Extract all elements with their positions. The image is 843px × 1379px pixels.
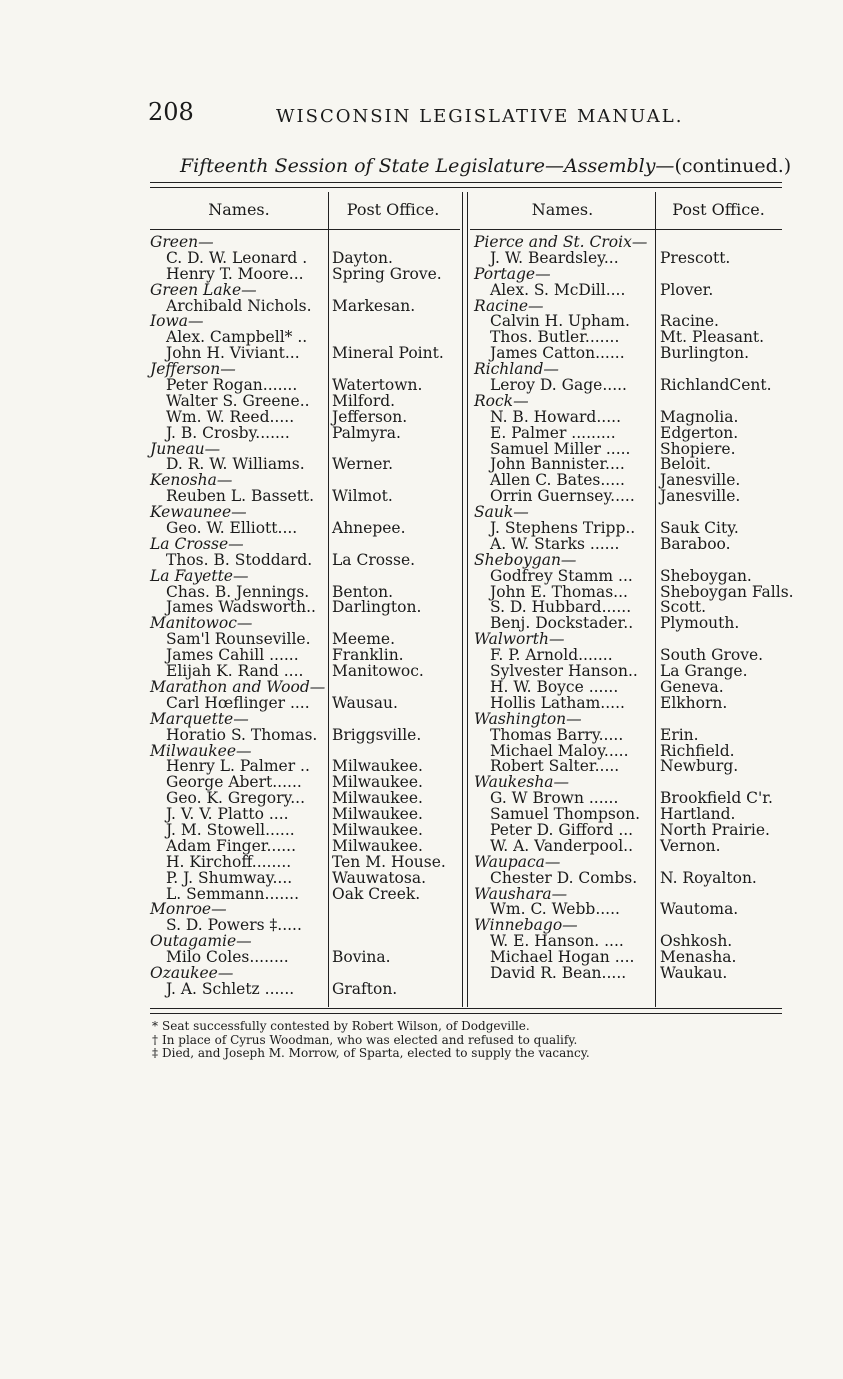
right-header-rule (470, 229, 782, 230)
post-office: Grafton. (332, 979, 398, 998)
post-office: Brookfield C'r. (660, 789, 773, 808)
post-office: Wausau. (332, 693, 398, 712)
post-office: Ten M. House. (332, 852, 446, 871)
footnote (152, 1047, 590, 1061)
county-name: Waukesha— (474, 773, 570, 792)
member-name: Thomas Barry..... (490, 725, 624, 744)
member-name: James Wadsworth.. (166, 598, 316, 617)
right-table (474, 233, 794, 982)
county-name: Marathon and Wood— (150, 677, 326, 696)
post-office: Menasha. (660, 948, 737, 967)
caption-text: Fifteenth Session of State Legislature—Assembly— (180, 155, 675, 177)
post-office: Jefferson. (332, 407, 408, 426)
post-office: Manitowoc. (332, 662, 424, 681)
member-name: Allen C. Bates..... (490, 471, 625, 490)
post-office: Spring Grove. (332, 264, 442, 283)
right-names-header: Names. (531, 200, 594, 219)
member-name: N. B. Howard..... (490, 407, 621, 426)
member-name: Michael Hogan .... (490, 948, 635, 967)
member-name: James Cahill ...... (166, 646, 299, 665)
footnote (152, 1020, 590, 1034)
county-name: Monroe— (150, 900, 227, 919)
member-name: S. D. Hubbard...... (490, 598, 632, 617)
post-office: Oak Creek. (332, 884, 421, 903)
post-office: Baraboo. (660, 534, 731, 553)
post-office: Beloit. (660, 455, 711, 474)
member-row (150, 979, 460, 998)
member-name: Wm. C. Webb..... (490, 900, 620, 919)
county-name: Rock— (474, 391, 529, 410)
member-name: Adam Finger...... (166, 836, 297, 855)
member-name: Horatio S. Thomas. (166, 725, 318, 744)
county-name: Ozaukee— (150, 963, 234, 982)
member-name: W. E. Hanson. .... (490, 932, 624, 951)
county-name: Winnebago— (474, 916, 578, 935)
county-name: Pierce and St. Croix— (474, 233, 648, 251)
member-name: David R. Bean..... (490, 963, 627, 982)
member-name: Peter Rogan....... (166, 376, 298, 395)
county-name: La Crosse— (150, 534, 244, 553)
post-office: Prescott. (660, 248, 731, 267)
bottom-rule-2 (150, 1013, 782, 1014)
post-office: Magnolia. (660, 407, 739, 426)
post-office: La Crosse. (332, 550, 416, 569)
county-name: Green— (150, 233, 214, 251)
member-name: Walter S. Greene.. (166, 391, 310, 410)
post-office: Burlington. (660, 344, 750, 363)
post-office: Janesville. (660, 487, 741, 506)
county-name: Iowa— (150, 312, 204, 331)
post-office: Erin. (660, 725, 699, 744)
county-name: Milwaukee— (150, 741, 252, 760)
county-name: Outagamie— (150, 932, 252, 951)
post-office: Racine. (660, 312, 719, 331)
member-name: Chester D. Combs. (490, 868, 638, 887)
post-office: Janesville. (660, 471, 741, 490)
post-office: RichlandCent. (660, 376, 772, 395)
member-name: Benj. Dockstader.. (490, 614, 634, 633)
post-office: Newburg. (660, 757, 739, 776)
member-name: J. A. Schletz ...... (166, 979, 295, 998)
footnote-text: Died, and Joseph M. Morrow, of Sparta, elected to supply the vacancy. (162, 1046, 590, 1060)
post-office: Sheboygan Falls. (660, 582, 794, 601)
post-office: Hartland. (660, 805, 736, 824)
running-title: WISCONSIN LEGISLATIVE MANUAL. (276, 106, 684, 127)
county-name: La Fayette— (150, 566, 249, 585)
post-office: Palmyra. (332, 423, 401, 442)
member-name: John H. Viviant... (166, 344, 300, 363)
member-name: D. R. W. Williams. (166, 455, 305, 474)
member-name: J. B. Crosby....... (166, 423, 290, 442)
post-office: Mineral Point. (332, 344, 444, 363)
member-name: Samuel Thompson. (490, 805, 641, 824)
post-office: Dayton. (332, 248, 393, 267)
post-office: Meeme. (332, 630, 396, 649)
post-office: Darlington. (332, 598, 422, 617)
page-number: 208 (148, 98, 194, 126)
county-name: Juneau— (150, 439, 221, 458)
member-name: Thos. B. Stoddard. (166, 550, 313, 569)
member-name: Elijah K. Rand .... (166, 662, 304, 681)
county-name: Manitowoc— (150, 614, 253, 633)
member-name: Reuben L. Bassett. (166, 487, 315, 506)
center-divider-2 (467, 192, 468, 1007)
post-office: Milwaukee. (332, 773, 423, 792)
member-name: F. P. Arnold....... (490, 646, 613, 665)
member-name: Michael Maloy..... (490, 741, 629, 760)
member-name: Calvin H. Upham. (490, 312, 630, 331)
county-name: Washington— (474, 709, 582, 728)
post-office: Edgerton. (660, 423, 739, 442)
member-name: W. A. Vanderpool.. (490, 836, 634, 855)
member-name: Alex. Campbell* .. (166, 328, 308, 347)
post-office: Milwaukee. (332, 757, 423, 776)
county-name: Richland— (474, 360, 559, 379)
post-office: Bovina. (332, 948, 391, 967)
post-office: Scott. (660, 598, 707, 617)
member-name: P. J. Shumway.... (166, 868, 293, 887)
post-office: South Grove. (660, 646, 764, 665)
post-office: Plymouth. (660, 614, 740, 633)
post-office: Sauk City. (660, 519, 739, 538)
post-office: Milwaukee. (332, 820, 423, 839)
top-rule (150, 182, 782, 183)
post-office: Ahnepee. (332, 519, 406, 538)
member-name: Wm. W. Reed..... (166, 407, 295, 426)
member-name: Geo. W. Elliott.... (166, 519, 298, 538)
footnote-text: In place of Cyrus Woodman, who was elected and refused to qualify. (162, 1032, 578, 1047)
post-office: Mt. Pleasant. (660, 328, 765, 347)
bottom-rule (150, 1008, 782, 1009)
post-office: Oshkosh. (660, 932, 733, 951)
footnote-text: Seat successfully contested by Robert Wilson, of Dodgeville. (162, 1019, 530, 1033)
post-office: Waukau. (660, 963, 728, 982)
footnote-mark: ‡ (152, 1046, 158, 1060)
post-office: Plover. (660, 280, 714, 299)
right-post-header: Post Office. (672, 200, 765, 219)
county-name: Green Lake— (150, 280, 257, 299)
member-name: George Abert...... (166, 773, 302, 792)
caption-suffix: (continued.) (674, 155, 792, 177)
county-name: Portage— (474, 264, 551, 283)
county-name: Kenosha— (150, 471, 233, 490)
post-office: Wautoma. (660, 900, 739, 919)
county-name: Sheboygan— (474, 550, 577, 569)
member-name: E. Palmer ......... (490, 423, 616, 442)
county-name: Jefferson— (150, 360, 236, 379)
county-name: Kewaunee— (150, 503, 247, 522)
member-name: Leroy D. Gage..... (490, 376, 627, 395)
member-name: Archibald Nichols. (166, 296, 312, 315)
footnotes (152, 1020, 590, 1061)
center-divider-1 (462, 192, 463, 1007)
member-name: J. Stephens Tripp.. (490, 519, 636, 538)
member-name: Chas. B. Jennings. (166, 582, 310, 601)
post-office: Watertown. (332, 376, 423, 395)
post-office: Franklin. (332, 646, 404, 665)
post-office: Sheboygan. (660, 566, 752, 585)
post-office: Benton. (332, 582, 394, 601)
member-name: L. Semmann....... (166, 884, 300, 903)
post-office: Milwaukee. (332, 836, 423, 855)
member-name: G. W Brown ...... (490, 789, 619, 808)
member-name: J. M. Stowell...... (166, 820, 295, 839)
member-row (474, 963, 784, 982)
left-header-rule (150, 229, 460, 230)
member-name: A. W. Starks ...... (490, 534, 620, 553)
post-office: North Prairie. (660, 820, 770, 839)
post-office: La Grange. (660, 662, 748, 681)
county-name: Racine— (474, 296, 544, 315)
member-name: John E. Thomas... (490, 582, 628, 601)
left-table (150, 235, 460, 998)
table-caption (180, 155, 791, 177)
post-office: Milwaukee. (332, 789, 423, 808)
post-office: Elkhorn. (660, 693, 728, 712)
post-office: Shopiere. (660, 439, 736, 458)
county-name: Waupaca— (474, 852, 561, 871)
member-name: C. D. W. Leonard . (166, 248, 308, 267)
post-office: Vernon. (660, 836, 721, 855)
footnote-mark: † (152, 1032, 158, 1047)
footnote-mark: * (152, 1019, 158, 1033)
member-name: James Catton...... (490, 344, 625, 363)
post-office: Wilmot. (332, 487, 393, 506)
member-name: Peter D. Gifford ... (490, 820, 634, 839)
member-name: Geo. K. Gregory... (166, 789, 306, 808)
post-office: Milwaukee. (332, 805, 423, 824)
member-name: Hollis Latham..... (490, 693, 625, 712)
post-office: Markesan. (332, 296, 416, 315)
county-name: Marquette— (150, 709, 249, 728)
post-office: Wauwatosa. (332, 868, 426, 887)
post-office: Briggsville. (332, 725, 422, 744)
member-name: J. W. Beardsley... (490, 248, 619, 267)
member-name: Milo Coles........ (166, 948, 289, 967)
member-name: John Bannister.... (490, 455, 625, 474)
member-name: S. D. Powers ‡..... (166, 916, 302, 935)
post-office: Werner. (332, 455, 394, 474)
top-rule-2 (150, 187, 782, 188)
left-post-header: Post Office. (346, 200, 440, 219)
member-name: H. W. Boyce ...... (490, 677, 619, 696)
member-name: Sylvester Hanson.. (490, 662, 638, 681)
member-name: Samuel Miller ..... (490, 439, 631, 458)
member-name: J. V. V. Platto .... (166, 805, 289, 824)
member-name: Carl Hœflinger .... (166, 693, 310, 712)
member-name: Thos. Butler....... (490, 328, 620, 347)
member-name: Henry T. Moore... (166, 264, 304, 283)
member-name: Godfrey Stamm ... (490, 566, 633, 585)
member-name: Orrin Guernsey..... (490, 487, 635, 506)
county-name: Sauk— (474, 503, 529, 522)
member-name: Robert Salter..... (490, 757, 620, 776)
member-name: Alex. S. McDill.... (490, 280, 626, 299)
county-name: Waushara— (474, 884, 568, 903)
member-name: Henry L. Palmer .. (166, 757, 310, 776)
footnote (152, 1034, 590, 1048)
post-office: Milford. (332, 391, 396, 410)
member-name: H. Kirchoff........ (166, 852, 292, 871)
county-name: Walworth— (474, 630, 565, 649)
post-office: Richfield. (660, 741, 735, 760)
post-office: Geneva. (660, 677, 724, 696)
left-names-header: Names. (208, 200, 270, 219)
member-name: Sam'l Rounseville. (166, 630, 311, 649)
post-office: N. Royalton. (660, 868, 757, 887)
